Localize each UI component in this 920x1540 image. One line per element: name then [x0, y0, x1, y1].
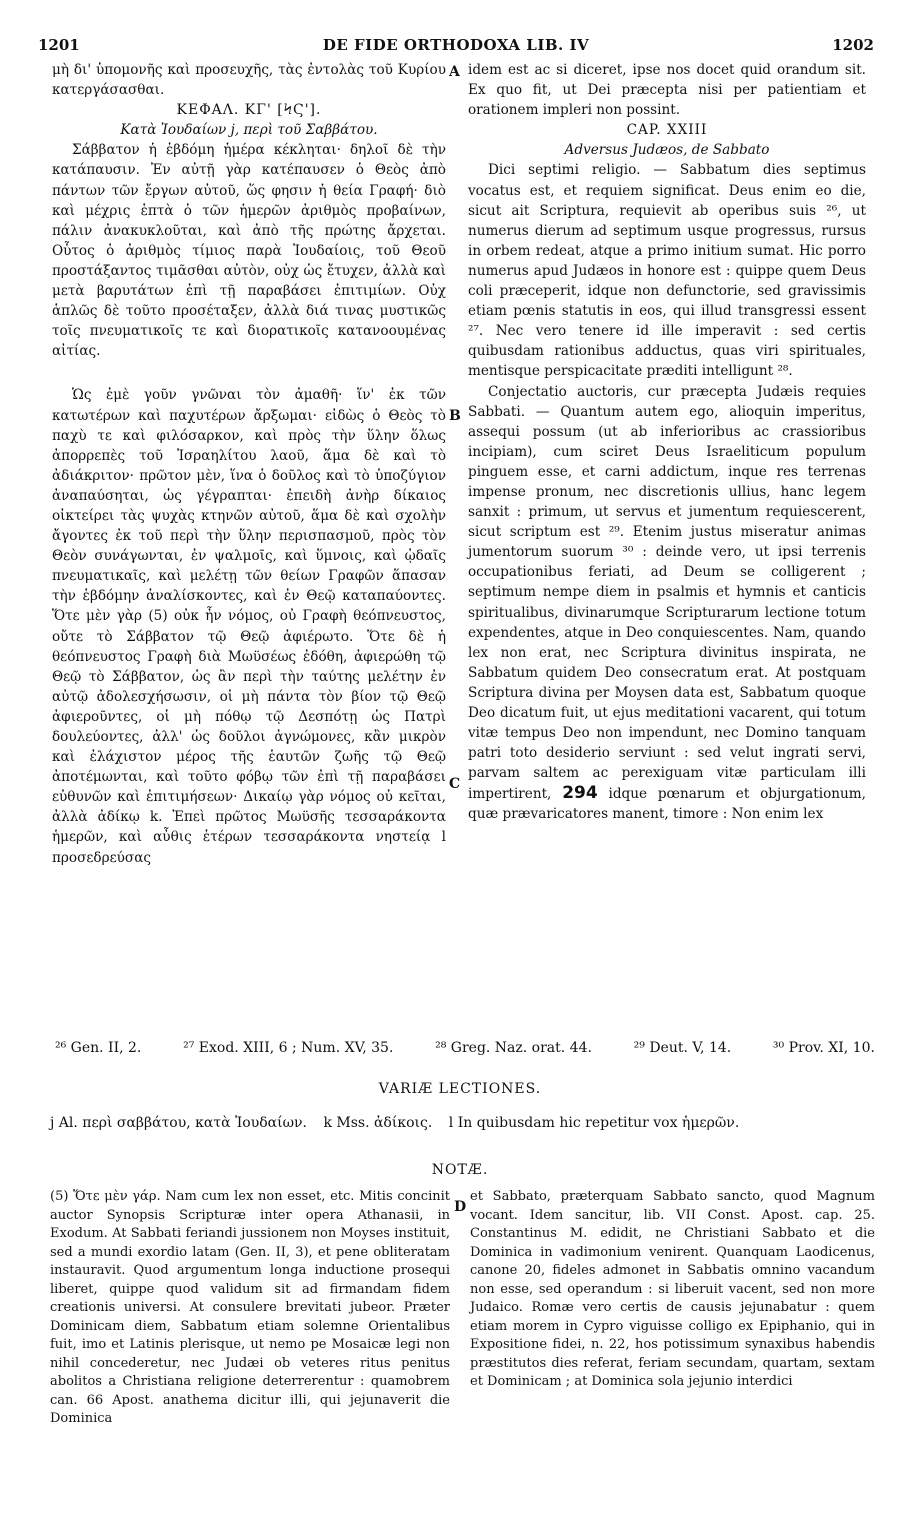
page-number-right: 1202 [832, 36, 874, 54]
paragraph-gap [52, 361, 446, 385]
note-text-right: et Sabbato, præterquam Sabbato sancto, quod Magnum vocant. Idem sancitur, lib. VII Const. Apost. cap. 25. Constantinus M. edidit, ne Christiani Sabbato et die Dominica in vadimonium venirent. Quanquam Laodicenus, canone 20, fideles admonet in Sabbatis omnino vacandum non esse, sed operandum : si liberuit vacent, sed non more Judaico. Romæ vero certis de causis jejunabatur : quem etiam morem in Cypro viguisse colligo ex Epiphanio, qui in Expositione fidei, n. 22, hos potissimum synaxibus habendis præstitutos dies referat, feriam secundam, quartam, sextam et Dominicam ; at Dominica sola jejunio interdici [470, 1189, 875, 1389]
footnote: ²⁶ Gen. II, 2. [55, 1040, 142, 1056]
latin-paragraph-2-text: Conjectatio auctoris, cur præcepta Judæis requies Sabbati. — Quantum autem ego, alioquin imperitus, assequi possum (ut ab inferioribus ac crassioribus incipiam), cum sciret Deus Israeliticum populum pinguem esse, et carni addictum, inque res terrenas impense pronum, nec discretionis ullius, hanc legem sanxit : primum, ut servus et jumentum requiescerent, sicut scriptum est ²⁹. Etenim justus miseratur animas jumentorum suorum ³⁰ : deinde vero, ut ipsi terrenis occupationibus feriati, ad Deum se colligerent ; septimum nempe diem in psalmis et hymnis et canticis spiritualibus, divinarumque Scripturarum lectione totum expendentes, atque in Deo conquiescentes. Nam, quando lex non erat, nec Scriptura divinitus inspirata, ne Sabbatum quidem Deo consecratum erat. At postquam Scriptura divina per Moysen data est, Sabbatum quoque Deo dicatum fuit, ut ejus meditationi vacarent, qui totum vitæ tempus Deo non impendunt, nec Domino tanquam patri toto desiderio serviunt : sed velut ingrati servi, parvam saltem ac perexiguam vitæ particulam illi impertirent, [468, 383, 866, 803]
margin-letter-b: B [449, 408, 461, 424]
latin-paragraph-2 [468, 382, 866, 825]
footnote: ²⁸ Greg. Naz. orat. 44. [435, 1040, 592, 1056]
latin-intro: idem est ac si diceret, ipse nos docet quid orandum sit. Ex quo fit, ut Dei præcepta nisi per patientiam et orationem impleri non possint. [468, 62, 866, 119]
greek-column [52, 60, 446, 868]
latin-column [468, 60, 866, 825]
page-marker: 294 [562, 783, 598, 804]
footnotes [55, 1040, 875, 1056]
greek-chapter-heading: ΚΕΦΑΛ. ΚΓ' [ϞϚ']. [176, 102, 322, 119]
latin-chapter-heading: CAP. XXIII [626, 122, 708, 139]
variant-j: j Al. περὶ σαββάτου, κατὰ Ἰουδαίων. [50, 1115, 307, 1131]
margin-letter-a: A [449, 64, 460, 80]
variae-lectiones [50, 1113, 875, 1133]
margin-letter-d: D [454, 1199, 467, 1215]
page-number-left: 1201 [38, 36, 80, 54]
notae-right-column [470, 1188, 875, 1392]
latin-paragraph-2-end: idque pœnarum et objurgationum, quæ prævaricatores manent, timore : Non enim lex [468, 786, 866, 823]
running-title: DE FIDE ORTHODOXA LIB. IV [322, 36, 590, 54]
variant-k: k Mss. ἀδίκοις. [323, 1115, 433, 1131]
greek-intro: μὴ δι' ὑπομονῆς καὶ προσευχῆς, τὰς ἐντολὰς τοῦ Κυρίου κατεργάσασθαι. [52, 62, 446, 99]
latin-paragraph-1: Dici septimi religio. — Sabbatum dies septimus vocatus est, et requiem significat. Deus enim eo die, sicut ait Scriptura, requievit ab operibus suis ²⁶, ut numerus dierum ad septimum usque progressus, rursus in orbem redeat, atque a primo initium sumat. Hic porro numerus apud Judæos in honore est : quippe quem Deus coli præceperit, idque non defunctorie, sed gravissimis etiam pœnis statutis in eos, qui illud transgressi essent ²⁷. Nec vero tenere id ille imperavit : sed certis quibusdam rationibus adductus, quas viri spirituales, mentisque perspicacitate præditi intelligunt ²⁸. [468, 162, 866, 380]
note-text-left: (5) Ὅτε μὲν γάρ. Nam cum lex non esset, etc. Mitis concinit auctor Synopsis Scripturæ inter opera Athanasii, in Exodum. At Sabbati feriandi jussionem non Moyses instituit, sed a mundi exordio latam (Gen. II, 3), et pene obliteratam instauravit. Quod argumentum longa inductione prosequi liberet, quippe quod validum sit ad firmandam fidem creationis universi. At consulere brevitati jubeor. Præter Dominicam diem, Sabbatum etiam solemne Orientalibus fuit, imo et Latinis plerisque, ut nemo pe Mosaicæ legi non nihil concederetur, nec Judæi ob veteres ritus penitus abolitos a Christiana religione deterrerentur : quamobrem can. 66 Apost. anathema dicitur illi, qui jejunaverit die Dominica [50, 1189, 450, 1426]
greek-chapter-subtitle: Κατὰ Ἰουδαίων j, περὶ τοῦ Σαββάτου. [120, 122, 378, 139]
variae-lectiones-heading: VARIÆ LECTIONES. [378, 1081, 542, 1097]
notae-left-column [50, 1188, 450, 1429]
latin-chapter-subtitle: Adversus Judæos, de Sabbato [564, 142, 770, 159]
variant-l: l In quibusdam hic repetitur vox ἡμερῶν. [448, 1115, 740, 1131]
greek-paragraph-2: Ὡς ἐμὲ γοῦν γνῶναι τὸν ἀμαθῆ· ἵν' ἐκ τῶν κατωτέρων καὶ παχυτέρων ἄρξωμαι· εἰδὼς ὁ Θεὸς τὸ παχὺ τε καὶ φιλόσαρκον, καὶ πρὸς τὴν ὕλην ὅλως ἀπορρεπὲς τοῦ Ἰσραηλίτου λαοῦ, ἅμα δὲ καὶ τὸ ἀδιάκριτον· πρῶτον μὲν, ἵνα ὁ δοῦλος καὶ τὸ ὑποζύγιον ἀναπαύσηται, ὡς γέγραπται· ἐπειδὴ ἀνὴρ δίκαιος οἰκτείρει τὰς ψυχὰς κτηνῶν αὐτοῦ, ἅμα δὲ καὶ σχολὴν ἄγοντες ἐκ τοῦ περὶ τὴν ὕλην περισπασμοῦ, πρὸς τὸν Θεὸν συνάγωνται, ἐν ψαλμοῖς, καὶ ὕμνοις, καὶ ᾠδαῖς πνευματικαῖς, καὶ μελέτῃ τῶν θείων Γραφῶν ἅπασαν τὴν ἑβδόμην ἀναλίσκοντες, καὶ ἐν Θεῷ καταπαύοντες. Ὅτε μὲν γὰρ (5) οὐκ ἦν νόμος, οὐ Γραφὴ θεόπνευστος, οὔτε τὸ Σάββατον τῷ Θεῷ ἀφιέρωτο. Ὅτε δὲ ἡ θεόπνευστος Γραφὴ διὰ Μωϋσέως ἐδόθη, ἀφιερώθη τῷ Θεῷ τὸ Σάββατον, ὡς ἂν περὶ τὴν ταύτης μελέτην ἐν αὐτῷ ἀδολεσχήσωσιν, οἱ μὴ πάντα τὸν βίον τῷ Θεῷ ἀφιεροῦντες, οἱ μὴ πόθῳ τῷ Δεσπότῃ ὡς Πατρὶ δουλεύοντες, ἀλλ' ὡς δοῦλοι ἀγνώμονες, κἂν μικρὸν καὶ ἐλάχιστον μέρος τῆς ἑαυτῶν ζωῆς τῷ Θεῷ ἀποτέμωνται, καὶ τοῦτο φόβῳ τῶν ἐπὶ τῇ παραβάσει εὐθυνῶν καὶ ἐπιτιμήσεων· Δικαίῳ γὰρ νόμος οὐ κεῖται, ἀλλὰ ἀδίκῳ k. Ἐπεὶ πρῶτος Μωϋσῆς τεσσαράκοντα ἡμερῶν, καὶ αὖθις ἑτέρων τεσσαράκοντα νηστείᾳ l προσεδρεύσας [52, 387, 446, 866]
footnote: ³⁰ Prov. XI, 10. [772, 1040, 875, 1056]
running-head [38, 36, 874, 60]
footnote: ²⁹ Deut. V, 14. [633, 1040, 732, 1056]
footnote: ²⁷ Exod. XIII, 6 ; Num. XV, 35. [183, 1040, 394, 1056]
margin-letter-c: C [449, 776, 461, 792]
notae-heading: NOTÆ. [431, 1162, 489, 1178]
greek-paragraph-1: Σάββατον ἡ ἑβδόμη ἡμέρα κέκληται· δηλοῖ δὲ τὴν κατάπαυσιν. Ἐν αὐτῇ γὰρ κατέπαυσεν ὁ Θεὸς ἀπὸ πάντων τῶν ἔργων αὐτοῦ, ὥς φησιν ἡ θεία Γραφή· διὸ καὶ μέχρις ἑπτὰ ὁ τῶν ἡμερῶν ἀριθμὸς προβαίνων, πάλιν ἀνακυκλοῦται, καὶ ἀπὸ τῆς πρώτης ἄρχεται. Οὗτος ὁ ἀριθμὸς τίμιος παρὰ Ἰουδαίοις, τοῦ Θεοῦ προστάξαντος τιμᾶσθαι αὐτὸν, οὐχ ὡς ἔτυχεν, ἀλλὰ καὶ μετὰ βαρυτάτων ἐπὶ τῇ παραβάσει ἐπιτιμίων. Οὐχ ἁπλῶς δὲ τοῦτο προσέταξεν, ἀλλὰ διά τινας μυστικῶς τοῖς πνευματικοῖς τε καὶ διορατικοῖς κατανοουμένας αἰτίας. [52, 142, 446, 360]
